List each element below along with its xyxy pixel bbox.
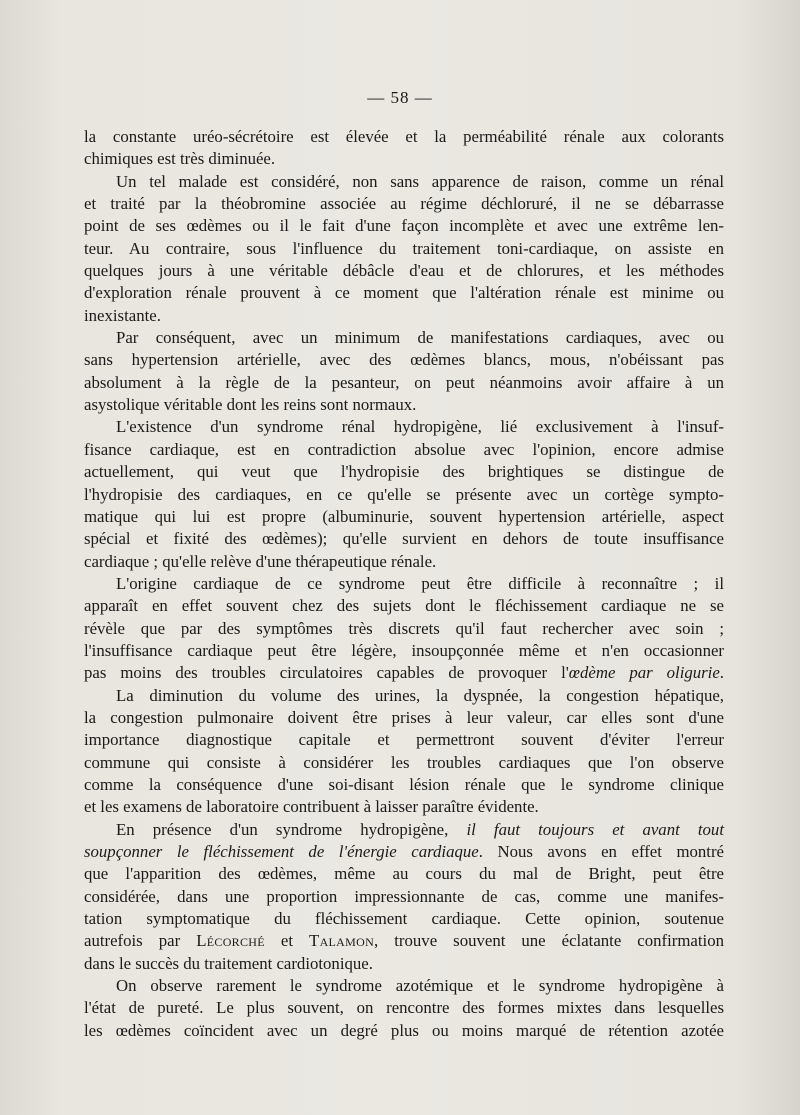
text-line: chimiques est très diminuée. xyxy=(84,149,276,169)
text-line: point de ses œdèmes ou il le fait d'une façon incomplète et avec une extrême len- xyxy=(84,216,724,236)
text-line: L'existence d'un syndrome rénal hydropigène, lié exclusivement à l'insuf- xyxy=(116,417,724,437)
text-line: et traité par la théobromine associée au régime déchloruré, il ne se débarrasse xyxy=(84,194,724,214)
text-line xyxy=(84,930,724,952)
text-run: et xyxy=(264,931,310,951)
text-line: apparaît en effet souvent chez des sujets dont le fléchissement cardiaque ne se xyxy=(84,596,724,616)
paragraph xyxy=(84,126,724,171)
paragraph xyxy=(84,416,724,572)
text-line: inexistante. xyxy=(84,305,161,325)
paragraph xyxy=(84,975,724,1042)
text-line: actuellement, qui veut que l'hydropisie des brightiques se distingue de xyxy=(84,462,724,482)
text-run: autrefois par xyxy=(84,931,197,951)
text-line: la constante uréo-sécrétoire est élevée et la perméabilité rénale aux colorants xyxy=(84,127,724,146)
text-line: On observe rarement le syndrome azotémique et le syndrome hydropigène à xyxy=(116,976,724,996)
paragraph xyxy=(84,573,724,685)
author-name: Talamon xyxy=(309,931,375,951)
text-line: cardiaque ; qu'elle relève d'une thérapeutique rénale. xyxy=(84,551,437,571)
text-run: , trouve souvent une éclatante confirmation xyxy=(374,931,724,951)
text-line xyxy=(84,662,724,684)
paragraph xyxy=(84,685,724,819)
text-line: d'exploration rénale prouvent à ce moment que l'altération rénale est minime ou xyxy=(84,283,724,303)
text-line: asystolique véritable dont les reins sont normaux. xyxy=(84,395,417,415)
paragraph xyxy=(84,171,724,327)
paragraph xyxy=(84,819,724,975)
text-line: l'hydropisie des cardiaques, en ce qu'elle se présente avec un cortège sympto- xyxy=(84,484,724,504)
italic-text: soupçonner le fléchissement de l'énergie cardiaque xyxy=(84,842,479,861)
text-line: La diminution du volume des urines, la dyspnée, la congestion hépatique, xyxy=(116,685,724,705)
text-line: l'état de pureté. Le plus souvent, on rencontre des formes mixtes dans lesquelles xyxy=(84,998,724,1018)
text-line: teur. Au contraire, sous l'influence du traitement toni-cardiaque, on assiste en xyxy=(84,238,724,258)
page-number: — 58 — xyxy=(367,88,433,107)
text-line: que l'apparition des œdèmes, même au cours du mal de Bright, peut être xyxy=(84,864,724,884)
author-name: Lécorché xyxy=(196,931,265,951)
text-run: . xyxy=(719,663,724,683)
text-line xyxy=(84,841,724,863)
text-line: et les examens de laboratoire contribuent à laisser paraître évidente. xyxy=(84,797,539,817)
italic-text: œdème par oligurie xyxy=(568,663,720,683)
text-line: L'origine cardiaque de ce syndrome peut être difficile à reconnaître ; il xyxy=(116,573,724,593)
text-line: Un tel malade est considéré, non sans apparence de raison, comme un rénal xyxy=(116,171,724,191)
text-line: révèle que par des symptômes très discrets qu'il faut rechercher avec soin ; xyxy=(84,618,724,638)
paragraph xyxy=(84,327,724,416)
text-body xyxy=(84,126,724,1042)
text-run: En présence d'un syndrome hydropigène, xyxy=(116,819,467,839)
text-line: les œdèmes coïncident avec un degré plus ou moins marqué de rétention azotée xyxy=(84,1020,724,1040)
text-line: l'insuffisance cardiaque peut être légère, insoupçonnée même et n'en occasionner xyxy=(84,640,724,660)
text-run: . Nous avons en effet montré xyxy=(478,842,724,861)
text-line: Par conséquent, avec un minimum de manifestations cardiaques, avec ou xyxy=(116,328,724,348)
text-line: importance diagnostique capitale et permettront souvent d'éviter l'erreur xyxy=(84,730,724,750)
italic-text: il faut toujours et avant tout xyxy=(466,819,724,839)
text-line: matique qui lui est propre (albuminurie, souvent hypertension artérielle, aspect xyxy=(84,506,724,526)
text-line: fisance cardiaque, est en contradiction absolue avec l'opinion, encore admise xyxy=(84,439,724,459)
text-line: dans le succès du traitement cardiotonique. xyxy=(84,953,373,973)
text-line xyxy=(84,819,724,841)
text-line: la congestion pulmonaire doivent être prises à leur valeur, car elles sont d'une xyxy=(84,707,724,727)
text-line: quelques jours à une véritable débâcle d'eau et de chlorures, et les méthodes xyxy=(84,261,724,281)
text-line: tation symptomatique du fléchissement cardiaque. Cette opinion, soutenue xyxy=(84,909,724,929)
text-line: spécial et fixité des œdèmes); qu'elle survient en dehors de toute insuffisance xyxy=(84,529,724,549)
text-line: commune qui consiste à considérer les troubles cardiaques que l'on observe xyxy=(84,752,724,772)
text-line: absolument à la règle de la pesanteur, on peut néanmoins avoir affaire à un xyxy=(84,372,724,392)
text-line: comme la conséquence d'une soi-disant lésion rénale que le syndrome clinique xyxy=(84,774,724,794)
text-line: considérée, dans une proportion impressionnante de cas, comme une manifes- xyxy=(84,886,724,906)
text-line: sans hypertension artérielle, avec des œdèmes blancs, mous, n'obéissant pas xyxy=(84,350,724,370)
text-run: pas moins des troubles circulatoires capables de provoquer l' xyxy=(84,663,569,683)
